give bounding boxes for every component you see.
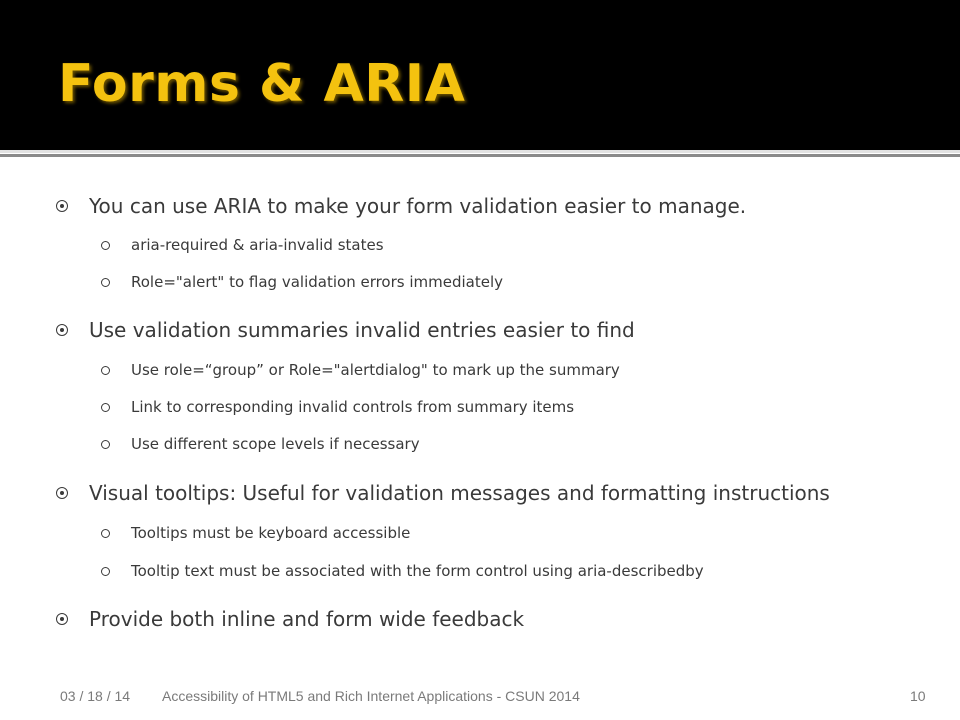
sub-bullet-text: Link to corresponding invalid controls from summary items [131, 398, 575, 416]
bullet-item [56, 318, 635, 342]
sub-bullet-icon [101, 529, 110, 538]
divider-line [0, 150, 960, 153]
sub-bullet-icon [101, 278, 110, 287]
sub-bullet-item [101, 361, 620, 379]
footer-page-number: 10 [910, 688, 926, 704]
sub-bullet-item [101, 398, 574, 416]
sub-bullet-icon [101, 567, 110, 576]
bullet-text: Provide both inline and form wide feedback [89, 607, 525, 631]
bullet-icon [56, 200, 68, 212]
bullet-text: Use validation summaries invalid entries easier to find [89, 318, 635, 342]
sub-bullet-item [101, 236, 384, 254]
bullet-icon [56, 613, 68, 625]
slide-footer [0, 688, 960, 712]
title-bar [0, 0, 960, 150]
footer-presentation-title: Accessibility of HTML5 and Rich Internet Applications - CSUN 2014 [162, 688, 580, 704]
bullet-text: You can use ARIA to make your form validation easier to manage. [89, 194, 747, 218]
divider-shadow [0, 154, 960, 157]
sub-bullet-text: Tooltips must be keyboard accessible [131, 524, 411, 542]
sub-bullet-item [101, 562, 704, 580]
slide-title: Forms & ARIA [58, 54, 466, 114]
sub-bullet-icon [101, 440, 110, 449]
bullet-item [56, 194, 746, 218]
footer-date: 03 / 18 / 14 [60, 688, 131, 704]
sub-bullet-item [101, 435, 420, 453]
bullet-item [56, 607, 524, 631]
sub-bullet-text: Use different scope levels if necessary [131, 435, 420, 453]
sub-bullet-icon [101, 241, 110, 250]
sub-bullet-item [101, 524, 410, 542]
bullet-text: Visual tooltips: Useful for validation messages and formatting instructions [89, 481, 830, 505]
bullet-icon [56, 324, 68, 336]
sub-bullet-icon [101, 366, 110, 375]
bullet-icon [56, 487, 68, 499]
sub-bullet-text: Role="alert" to flag validation errors immediately [131, 273, 504, 291]
slide-content [0, 150, 960, 720]
sub-bullet-text: Use role=“group” or Role="alertdialog" to mark up the summary [131, 361, 620, 379]
sub-bullet-text: aria-required & aria-invalid states [131, 236, 384, 254]
sub-bullet-text: Tooltip text must be associated with the form control using aria-describedby [131, 562, 704, 580]
bullet-item [56, 481, 830, 505]
sub-bullet-item [101, 273, 503, 291]
sub-bullet-icon [101, 403, 110, 412]
